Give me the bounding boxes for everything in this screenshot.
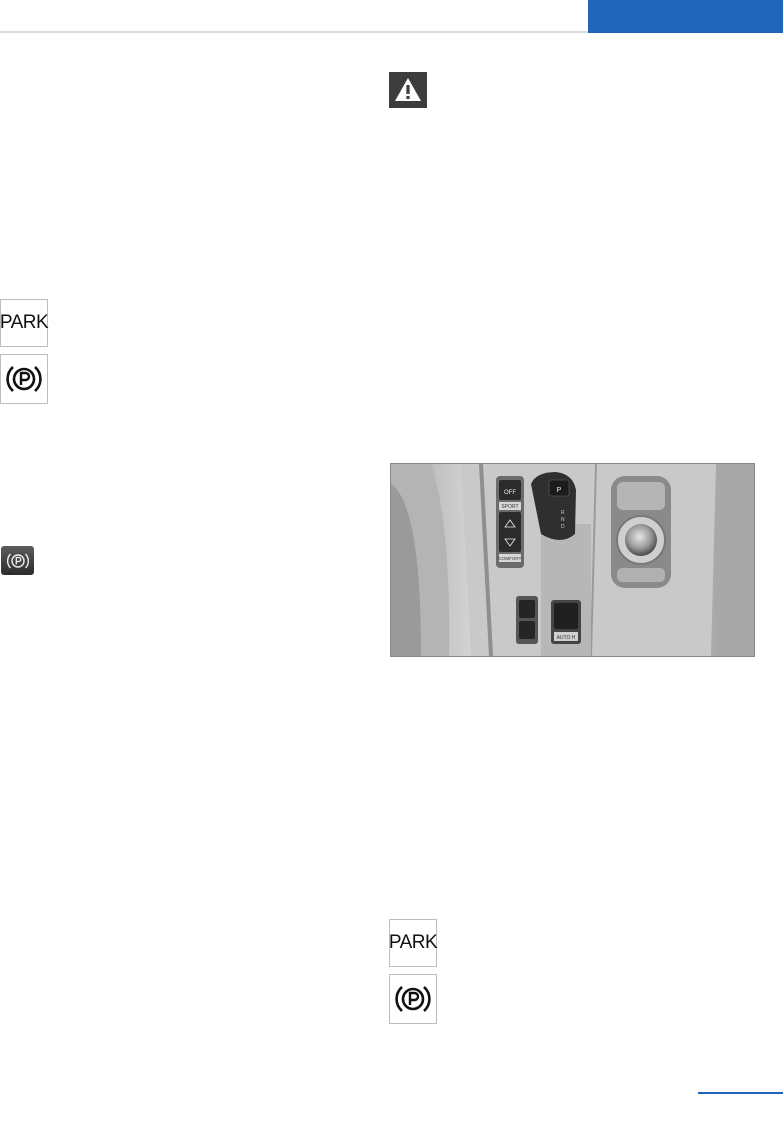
selector-d: D	[561, 524, 565, 530]
park-indicator-label: PARK	[0, 312, 49, 333]
parking-brake-button-icon	[5, 550, 31, 572]
parking-brake-button	[1, 546, 34, 575]
comfort-label: COMFORT	[498, 556, 522, 561]
gear-p-label: P	[556, 487, 562, 494]
park-indicator-2-label: PARK	[388, 932, 438, 953]
parking-brake-indicator-2	[389, 974, 437, 1024]
park-indicator-2	[389, 919, 437, 967]
auto-h-label: AUTO H	[556, 635, 576, 641]
sport-label: SPORT	[501, 504, 519, 510]
warning-triangle-icon	[393, 76, 423, 104]
off-button-label: OFF	[504, 490, 516, 496]
parking-brake-indicator	[0, 354, 48, 404]
parking-brake-icon	[4, 361, 44, 397]
selector-n: N	[561, 517, 565, 523]
center-console-photo	[390, 463, 755, 657]
footer-rule	[698, 1092, 783, 1094]
selector-r: R	[561, 510, 565, 516]
park-indicator	[0, 299, 48, 347]
section-tab	[588, 0, 783, 33]
warning-symbol	[389, 72, 427, 108]
parking-brake-icon-2	[393, 981, 433, 1017]
center-console-illustration	[391, 464, 754, 656]
